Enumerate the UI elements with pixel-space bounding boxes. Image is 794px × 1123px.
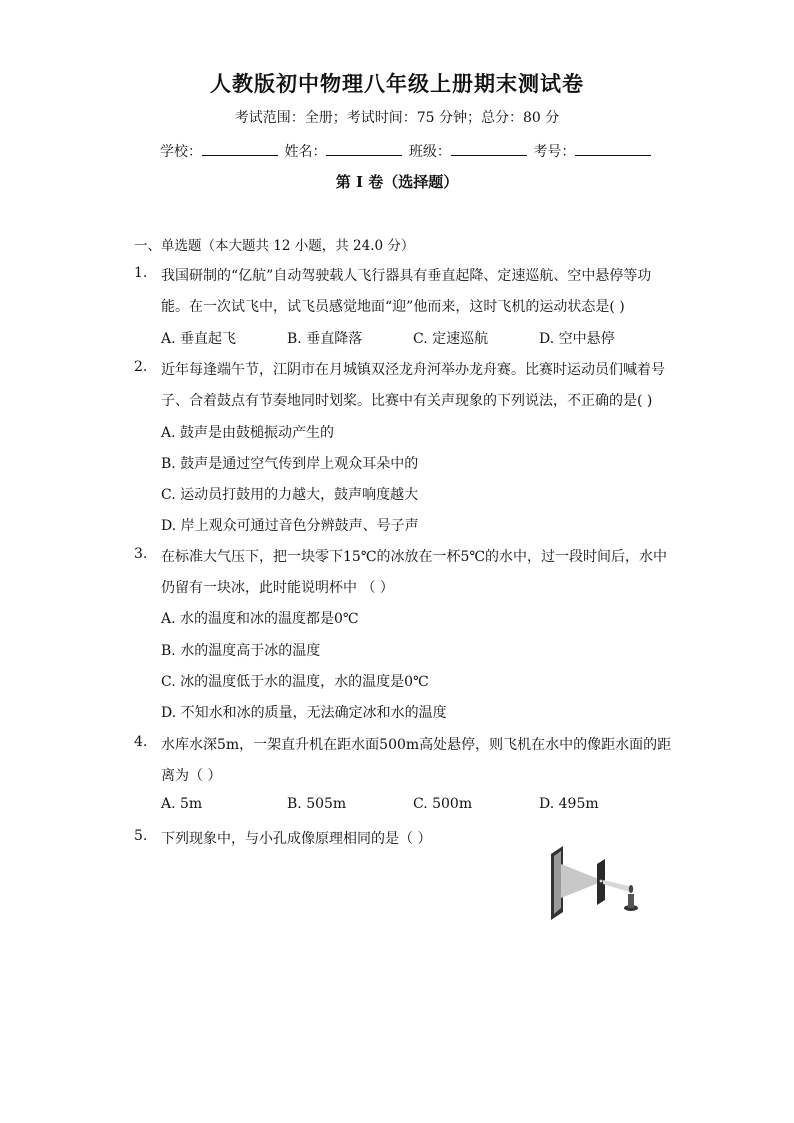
question-text: 能。在一次试飞中，试飞员感觉地面“迎”他而来，这时飞机的运动状态是( ) [161,299,625,315]
screen-face [554,851,561,914]
light-rays [603,880,629,892]
section-heading: 一、单选题（本大题共 12 小题，共 24.0 分） [134,238,415,254]
option[interactable]: B. 鼓声是通过空气传到岸上观众耳朵中的 [161,456,419,472]
option[interactable]: B. 垂直降落 [287,331,363,347]
question-number: 5. [134,828,148,844]
question-text: 下列现象中，与小孔成像原理相同的是（ ） [161,831,432,847]
option[interactable]: D. 空中悬停 [539,331,615,347]
candle-body [628,894,634,908]
option[interactable]: C. 冰的温度低于水的温度，水的温度是0℃ [161,674,429,690]
option[interactable]: A. 5m [161,796,203,812]
question-text: 我国研制的“亿航”自动驾驶载人飞行器具有垂直起降、定速巡航、空中悬停等功 [161,268,652,284]
option[interactable]: C. 定速巡航 [413,331,489,347]
question-text: 离为（ ） [161,768,222,784]
question-number: 2. [134,359,148,375]
question-text: 子、合着鼓点有节奏地同时划桨。比赛中有关声现象的下列说法，不正确的是( ) [161,393,653,409]
exam-subtitle: 考试范围：全册；考试时间：75 分钟；总分：80 分 [234,110,560,126]
option[interactable]: D. 495m [539,796,599,812]
pinhole-dot [600,880,603,883]
option[interactable]: A. 鼓声是由鼓槌振动产生的 [161,425,335,441]
option[interactable]: A. 水的温度和冰的温度都是0℃ [161,611,359,627]
name-blank[interactable] [326,142,402,156]
question-text: 在标准大气压下，把一块零下15℃的冰放在一杯5℃的水中，过一段时间后，水中 [161,549,668,565]
option[interactable]: B. 水的温度高于冰的温度 [161,643,321,659]
school-blank[interactable] [202,142,278,156]
option[interactable]: D. 不知水和冰的质量，无法确定冰和水的温度 [161,705,447,721]
question-number: 4. [134,734,148,750]
school-label: 学校： [160,144,202,160]
option[interactable]: B. 505m [287,796,347,812]
class-blank[interactable] [451,142,527,156]
volume-heading: 第 I 卷（选择题） [335,173,459,191]
option[interactable]: D. 岸上观众可通过音色分辨鼓声、号子声 [161,518,419,534]
exam-title: 人教版初中物理八年级上册期末测试卷 [210,71,584,96]
light-cone [561,864,601,898]
candle-flame-icon [629,885,633,893]
id-label: 考号： [533,144,576,160]
id-blank[interactable] [575,142,651,156]
question-text: 近年每逢端午节，江阴市在月城镇双泾龙舟河举办龙舟赛。比赛时运动员们喊着号 [161,362,665,378]
option[interactable]: A. 垂直起飞 [161,331,237,347]
class-label: 班级： [408,144,451,160]
question-text: 水库水深5m，一架直升机在距水面500m高处悬停，则飞机在水中的像距水面的距 [161,737,672,753]
option[interactable]: C. 运动员打鼓用的力越大，鼓声响度越大 [161,487,419,503]
pinhole-camera-figure [545,842,645,924]
option[interactable]: C. 500m [413,796,473,812]
name-label: 姓名： [284,144,327,160]
question-text: 仍留有一块冰，此时能说明杯中 （ ） [161,580,394,596]
student-info-row [160,141,653,161]
question-number: 3. [134,546,148,562]
question-number: 1. [134,265,148,281]
